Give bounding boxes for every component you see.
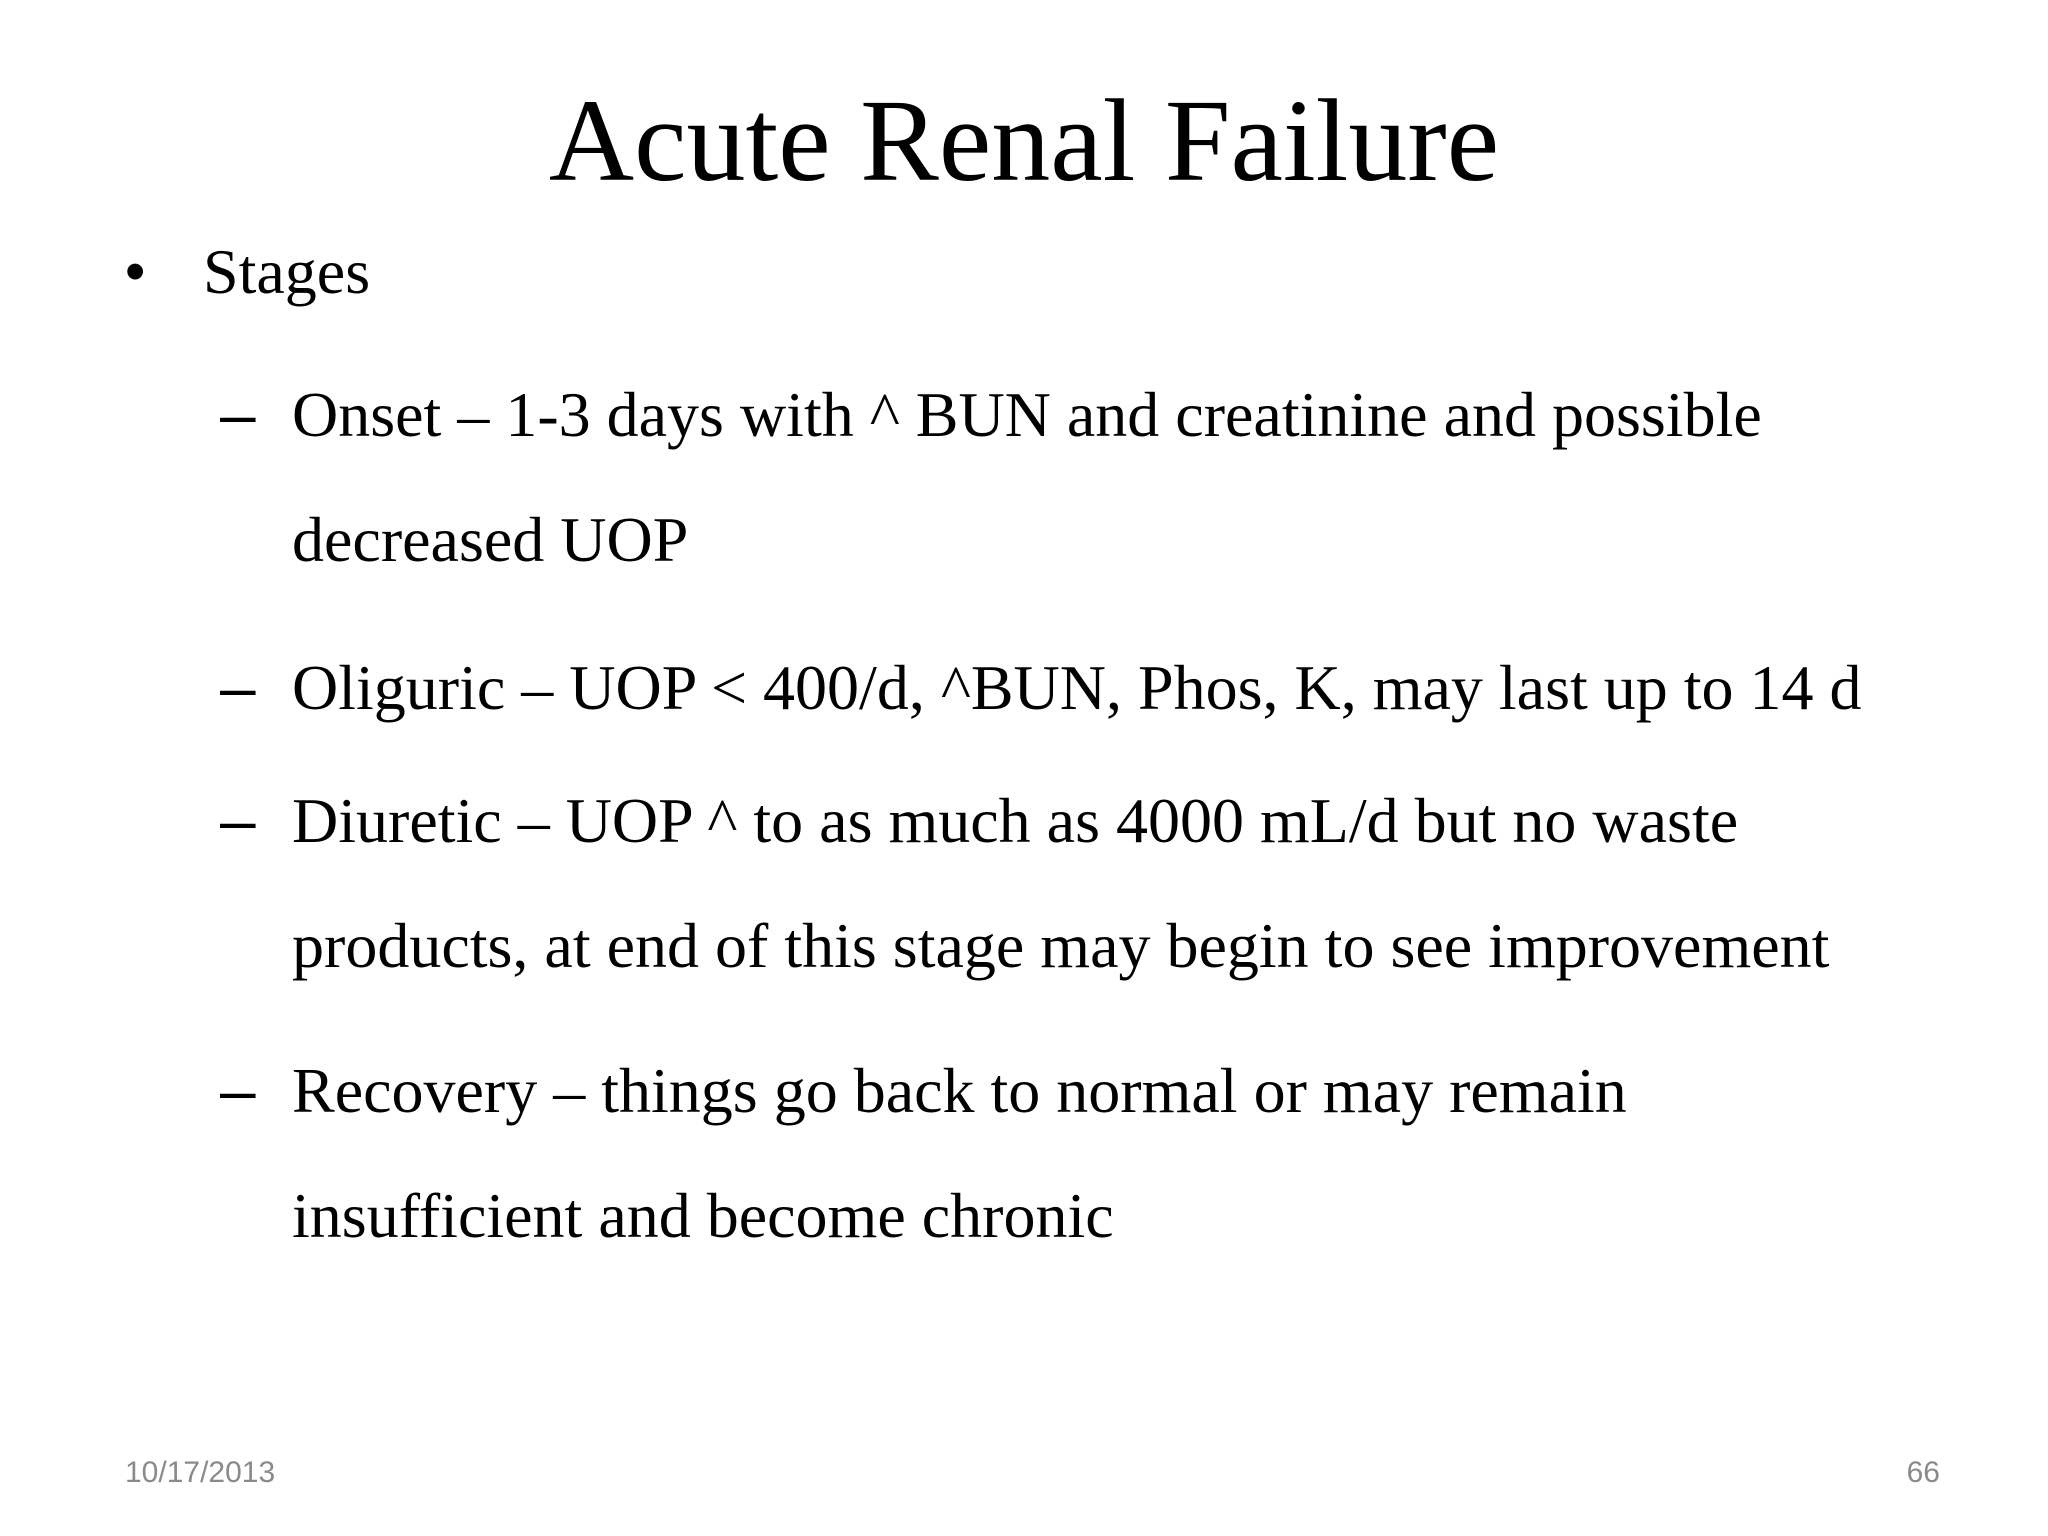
sub-item-line: Onset – 1-3 days with ^ BUN and creatinine and possible [292,379,1762,450]
bullet-stages [125,226,370,318]
sub-item-text [292,1028,2012,1278]
sub-item-marker: – [220,651,256,723]
sub-item-marker: – [220,378,256,450]
sub-item-diuretic [220,758,2020,1008]
sub-item-line: insufficient and become chronic [292,1180,1114,1251]
sub-item-line: Diuretic – UOP ^ to as much as 4000 mL/d but no waste [292,785,1739,856]
footer-date: 10/17/2013 [125,1456,276,1489]
slide-title: Acute Renal Failure [548,75,1500,206]
bullet-marker: • [125,239,146,304]
sub-item-line: Oliguric – UOP < 400/d, ^BUN, Phos, K, may last up to 14 d [292,652,1862,723]
sub-item-oliguric [220,625,2020,750]
sub-item-text [292,352,2012,602]
bullet-label: Stages [203,236,371,307]
sub-item-marker: – [220,1054,256,1126]
footer-page-number: 66 [1906,1456,1940,1489]
sub-item-line: decreased UOP [292,504,689,575]
sub-item-text [292,625,2012,750]
sub-item-line: Recovery – things go back to normal or may remain [292,1055,1627,1126]
sub-item-marker: – [220,784,256,856]
sub-item-onset [220,352,2020,602]
sub-item-line: products, at end of this stage may begin to see improvement [292,910,1830,981]
sub-item-recovery [220,1028,2020,1278]
sub-item-text [292,758,2012,1008]
